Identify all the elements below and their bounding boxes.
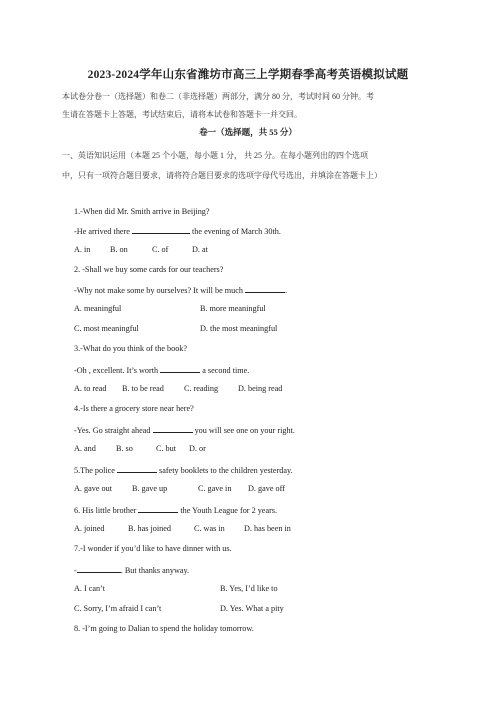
- option-b: B. to be read: [122, 384, 164, 393]
- instruction-line: 中，只有一项符合题目要求，请将符合题目要求的选项字母代号选出，并填涂在答题卡上）: [62, 171, 382, 180]
- instruction-line: 一、英语知识运用（本题 25 个小题，每小题 1 分， 共 25 分。在每小题列出的四个选项: [62, 151, 368, 160]
- question-7-prompt: 7.-I wonder if you’d like to have dinner with us.: [74, 544, 232, 553]
- option-a: A. meaningful: [74, 304, 122, 313]
- reply-text: the evening of March 30th.: [189, 227, 281, 236]
- reply-text: -: [74, 566, 77, 575]
- section-instructions: [62, 146, 440, 186]
- answer-blank: [245, 284, 288, 295]
- question-5-prompt: [74, 464, 293, 475]
- question-1-reply: [74, 225, 281, 236]
- option-d: D. gave off: [248, 484, 285, 493]
- question-3-reply: [74, 364, 249, 375]
- option-d: D. Yes. What a pity: [220, 604, 284, 613]
- reply-text: -Yes. Go straight ahead: [74, 426, 153, 435]
- reply-text: -Why not make some by ourselves? It will be much: [74, 286, 245, 295]
- option-c: C. gave in: [198, 484, 232, 493]
- option-c: C. Sorry, I’m afraid I can’t: [74, 604, 162, 613]
- question-4-reply: [74, 424, 295, 435]
- answer-blank: [77, 564, 121, 573]
- option-c: C. was in: [194, 524, 225, 533]
- reply-text: .: [285, 286, 288, 295]
- question-7-reply: [74, 564, 189, 575]
- exam-intro: [62, 88, 434, 124]
- question-1-prompt: 1.-When did Mr. Smith arrive in Beijing?: [74, 207, 210, 216]
- option-c: C. of: [152, 245, 169, 254]
- option-b: B. has joined: [128, 524, 171, 533]
- question-4-prompt: 4.-Is there a grocery store near here?: [74, 404, 194, 413]
- option-a: A. I can’t: [74, 584, 105, 593]
- intro-line: 本试卷分卷一（选择题）和卷二（非选择题）两部分，满分 80 分，考试时间 60 分钟。考: [62, 92, 374, 101]
- answer-blank: [138, 504, 178, 513]
- section-title: 卷一（选择题，共 55 分）: [199, 127, 297, 137]
- intro-line: 生请在答题卡上答题，考试结束后，请将本试卷和答题卡一并交回。: [62, 110, 302, 119]
- option-c: C. but: [156, 444, 177, 453]
- reply-text: . But thanks anyway.: [120, 566, 190, 575]
- option-a: A. gave out: [74, 484, 112, 493]
- option-b: B. on: [110, 245, 128, 254]
- answer-blank: [117, 464, 157, 473]
- prompt-text: the Youth League for 2 years.: [178, 506, 278, 515]
- answer-blank: [153, 424, 193, 433]
- reply-text: a second time.: [200, 366, 250, 375]
- option-d: D. at: [192, 245, 208, 254]
- option-b: B. more meaningful: [200, 304, 266, 313]
- option-a: A. joined: [74, 524, 105, 533]
- answer-blank: [132, 225, 190, 234]
- option-d: D. or: [189, 444, 206, 453]
- page-title: 2023-2024学年山东省潍坊市高三上学期春季高考英语模拟试题: [87, 69, 409, 81]
- option-d: D. the most meaningful: [200, 324, 278, 333]
- option-d: D. has been in: [244, 524, 291, 533]
- option-b: B. Yes, I’d like to: [220, 584, 278, 593]
- prompt-text: 5.The police: [74, 466, 117, 475]
- reply-text: you will see one on your right.: [192, 426, 295, 435]
- prompt-text: 6. His little brother: [74, 506, 139, 515]
- question-2-reply: [74, 284, 287, 295]
- question-6-prompt: [74, 504, 277, 515]
- question-2-prompt: 2. -Shall we buy some cards for our teachers?: [74, 265, 224, 274]
- reply-text: -He arrived there: [74, 227, 132, 236]
- prompt-text: safety booklets to the children yesterday.: [156, 466, 293, 475]
- option-a: A. to read: [74, 384, 107, 393]
- option-c: C. most meaningful: [74, 324, 139, 333]
- option-b: B. so: [116, 444, 133, 453]
- answer-blank: [160, 364, 200, 373]
- option-a: A. and: [74, 444, 96, 453]
- question-3-prompt: 3.-What do you think of the book?: [74, 344, 188, 353]
- option-a: A. in: [74, 245, 91, 254]
- option-d: D. being read: [238, 384, 283, 393]
- reply-text: -Oh , excellent. It’s worth: [74, 366, 161, 375]
- option-b: B. gave up: [132, 484, 168, 493]
- question-8-prompt: 8. -I’m going to Dalian to spend the holiday tomorrow.: [74, 624, 254, 633]
- option-c: C. reading: [184, 384, 219, 393]
